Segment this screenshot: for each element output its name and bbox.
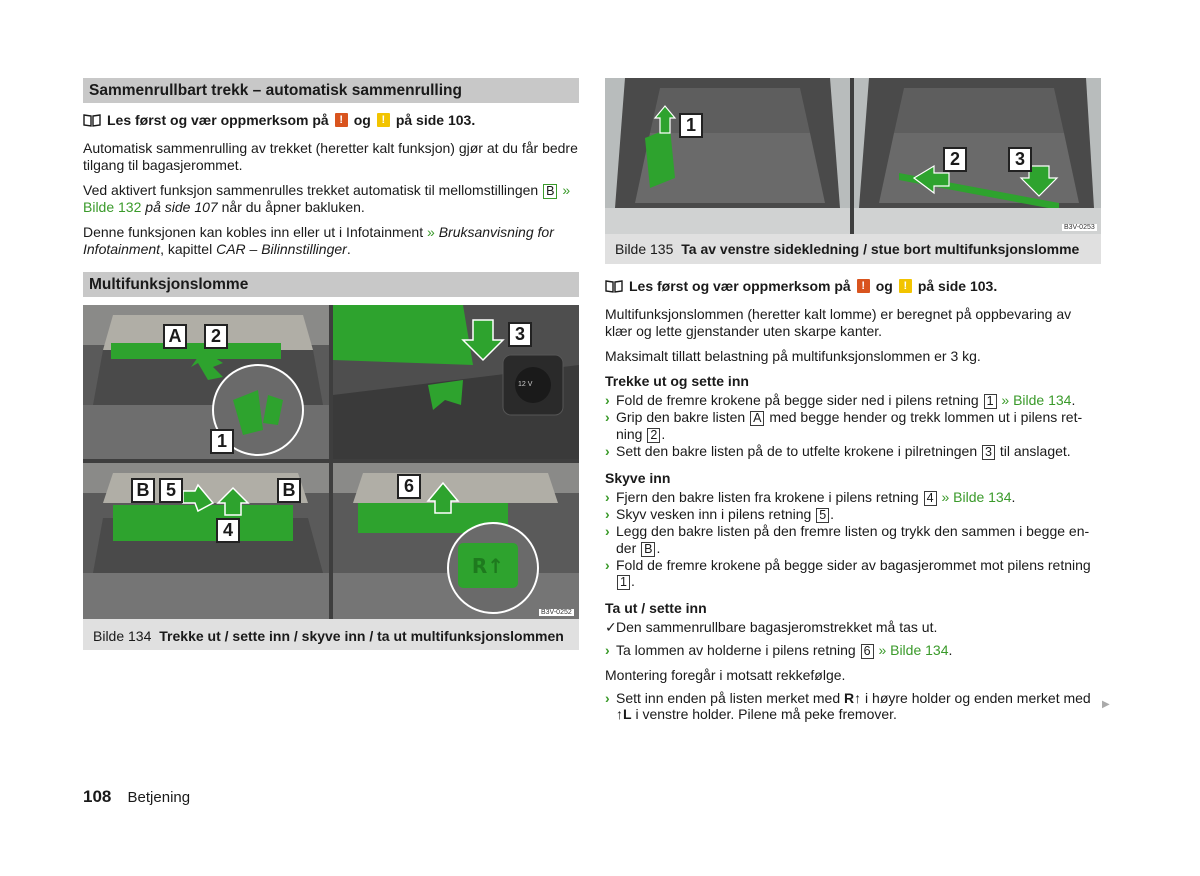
list-item: › Fold de fremre krokene på begge sider av bagasjerommet mot pilens retning 1 .: [605, 556, 1091, 589]
callout-label: 6: [397, 474, 421, 499]
paragraph: Maksimalt tillatt belastning på multifunksjonslommen er 3 kg.: [605, 348, 981, 364]
link-bilde-134[interactable]: » Bilde 134: [1001, 392, 1072, 408]
book-icon: [83, 113, 101, 127]
bullet-arrow-icon: ›: [605, 641, 610, 658]
list-item: › Grip den bakre listen A med begge hender og trekk lommen ut i pilens ret-ning 2 .: [605, 409, 1083, 442]
link-bilde-134[interactable]: » Bilde 134: [878, 641, 949, 658]
svg-text:R↑: R↑: [471, 554, 505, 578]
callout-label: 1: [210, 429, 234, 454]
subheading-push-in: Skyve inn: [605, 470, 671, 486]
paragraph: Denne funksjonen kan kobles inn eller ut i Infotainment » Bruksanvisning for Infotainment, kapittel CAR – Bilinnstillinger.: [83, 224, 554, 257]
bullet-arrow-icon: ›: [605, 392, 610, 408]
link-arrow[interactable]: »: [427, 224, 435, 240]
figure-reference: B3V-0253: [1064, 224, 1095, 231]
book-icon: [605, 279, 623, 293]
socket-label: 12 V: [518, 381, 533, 388]
figure-reference: B3V-0252: [541, 609, 572, 616]
link-bilde-134[interactable]: » Bilde 134: [941, 489, 1012, 505]
figure-panel-stow: [854, 78, 1101, 234]
chapter-name: Betjening: [127, 789, 191, 806]
list-item: › Sett den bakre listen på de to utfelte krokene i pilretningen 3 til anslaget.: [605, 443, 1071, 459]
figure-panel-side-trim: [605, 78, 850, 234]
list-item: ✓ Den sammenrullbare bagasjeromstrekket må tas ut.: [605, 619, 938, 635]
bullet-arrow-icon: ›: [605, 489, 610, 505]
callout-label: 2: [943, 147, 967, 172]
trunk-illustration: [605, 78, 850, 234]
figure-panel-hook: [333, 305, 579, 459]
warning-red-icon: !: [857, 279, 870, 293]
bullet-arrow-icon: ›: [605, 506, 610, 522]
continue-arrow-icon: ▶: [1102, 699, 1110, 710]
callout-label: B: [131, 478, 155, 503]
callout-label: 1: [679, 113, 703, 138]
callout-label: 3: [508, 322, 532, 347]
callout-label: 3: [1008, 147, 1032, 172]
trunk-illustration: [333, 463, 579, 619]
safety-note: Les først og vær oppmerksom på ! og ! på side 103.: [605, 278, 1101, 294]
bullet-arrow-icon: ›: [605, 556, 610, 573]
list-item: › Fjern den bakre listen fra krokene i pilens retning 4 » Bilde 134.: [605, 489, 1016, 505]
paragraph: Automatisk sammenrulling av trekket (heretter kalt funksjon) gjør at du får bedre tilgang til bagasjerommet.: [83, 140, 578, 173]
link-bilde-132[interactable]: » Bilde 132: [83, 182, 571, 215]
list-item: › Sett inn enden på listen merket med R↑ i høyre holder og enden merket med ↑L i venstre holder. Pilene må peke fremover.: [605, 689, 1091, 722]
figure-panel-pull-out: [83, 305, 329, 459]
callout-label: 5: [159, 478, 183, 503]
warning-red-icon: !: [335, 113, 348, 127]
checkmark-icon: ✓: [605, 619, 617, 635]
page-number: 108: [83, 787, 112, 806]
section-heading-multifunction-pocket: Multifunksjonslomme: [83, 272, 579, 297]
callout-label: 2: [204, 324, 228, 349]
page-footer: [83, 787, 190, 807]
bullet-arrow-icon: ›: [605, 523, 610, 539]
paragraph: Montering foregår i motsatt rekkefølge.: [605, 666, 846, 683]
callout-label: B: [277, 478, 301, 503]
figure-135-caption: Bilde 135 Ta av venstre sidekledning / stue bort multifunksjonslomme: [605, 234, 1101, 264]
left-column: [83, 78, 579, 650]
paragraph: Ved aktivert funksjon sammenrulles trekket automatisk til mellomstillingen B » Bilde 132 på side 107 når du åpner bakluken.: [83, 182, 571, 215]
list-item: › Skyv vesken inn i pilens retning 5 .: [605, 506, 835, 522]
figure-panel-push-in: [83, 463, 329, 619]
figure-134-caption: Bilde 134 Trekke ut / sette inn / skyve inn / ta ut multifunksjonslommen: [83, 619, 579, 650]
bullet-arrow-icon: ›: [605, 689, 610, 706]
callout-label: 4: [216, 518, 240, 543]
subheading-remove: Ta ut / sette inn: [605, 600, 707, 616]
safety-note: Les først og vær oppmerksom på ! og ! på side 103.: [83, 112, 579, 128]
section-heading-auto-rolling: Sammenrullbart trekk – automatisk sammenrulling: [83, 78, 579, 103]
trunk-illustration: [854, 78, 1101, 234]
bullet-arrow-icon: ›: [605, 409, 610, 425]
list-item: › Fold de fremre krokene på begge sider ned i pilens retning 1 » Bilde 134.: [605, 392, 1076, 408]
list-item: › Ta lommen av holderne i pilens retning 6 » Bilde 134.: [605, 641, 953, 658]
ref-box: B: [543, 184, 557, 199]
subheading-pull-out: Trekke ut og sette inn: [605, 373, 749, 389]
right-column: [605, 78, 1101, 723]
list-item: › Legg den bakre listen på den fremre listen og trykk den sammen i begge en-der B .: [605, 523, 1090, 556]
paragraph: Multifunksjonslommen (heretter kalt lomme) er beregnet på oppbevaring av klær og lette gjenstander uten skarpe kanter.: [605, 306, 1072, 339]
hook-illustration: [333, 305, 579, 459]
figure-134: [83, 305, 579, 619]
warning-yellow-icon: !: [377, 113, 390, 127]
callout-label: A: [163, 324, 187, 349]
warning-yellow-icon: !: [899, 279, 912, 293]
bullet-arrow-icon: ›: [605, 443, 610, 459]
figure-panel-remove: [333, 463, 579, 619]
figure-135: [605, 78, 1101, 234]
